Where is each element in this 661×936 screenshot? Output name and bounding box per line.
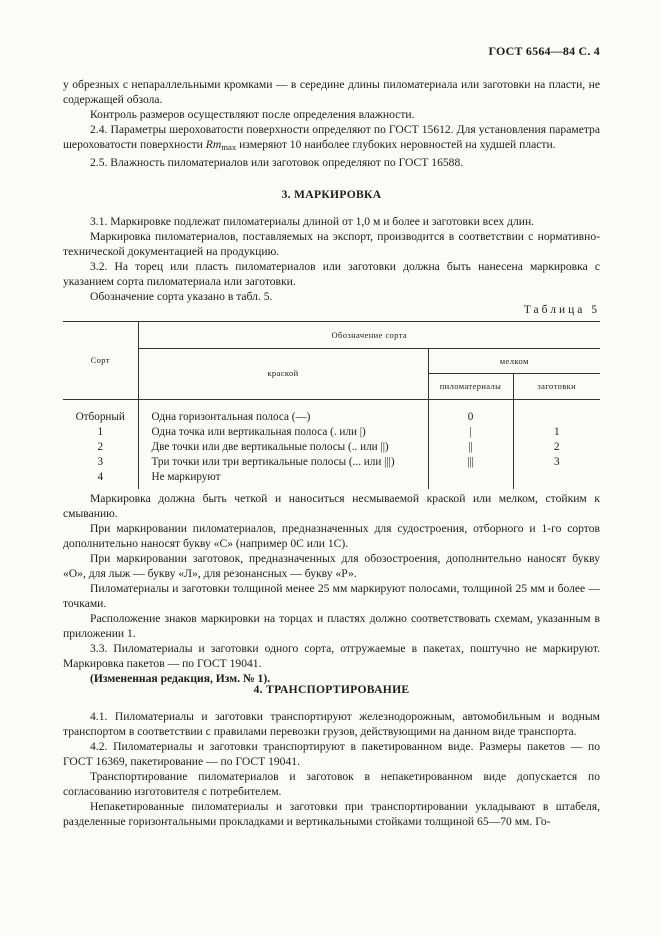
thickness-paragraph: Пиломатериалы и заготовки толщиной менее 25 мм маркируют полосами, толщиной 25 мм и более — точками. bbox=[63, 582, 600, 610]
marking-location-paragraph: Расположение знаков маркировки на торцах и пластях должно соответствовать схемам, указанным в приложении 1. bbox=[63, 612, 600, 640]
cart-building-paragraph: При маркировании заготовок, предназначенных для обозостроения, дополнительно наносят букву «О», для лыж — букву «Л», для резонансных — букву «Р». bbox=[63, 552, 600, 580]
section-4-block bbox=[63, 709, 600, 829]
row-blanks-cell bbox=[513, 470, 600, 485]
header-blanks: заготовки bbox=[537, 381, 577, 391]
table-5-caption-wrap bbox=[63, 303, 600, 318]
table-5-body bbox=[63, 400, 600, 489]
row-sort-cell: 3 bbox=[63, 455, 138, 470]
row-blanks-cell: 2 bbox=[553, 440, 560, 453]
table-row bbox=[63, 455, 600, 470]
row-blanks-cell: 3 bbox=[553, 455, 560, 468]
section-4-title-wrap bbox=[63, 682, 600, 697]
section-3-title-wrap bbox=[63, 187, 600, 202]
row-paint-cell: Одна горизонтальная полоса (—) bbox=[138, 400, 428, 425]
row-paint-cell: Две точки или две вертикальные полосы (.. или ||) bbox=[138, 440, 428, 455]
clause-3-3: 3.3. Пиломатериалы и заготовки одного сорта, отгружаемые в пакетах, поштучно не маркируют. Маркировка пакетов — по ГОСТ 19041. bbox=[63, 642, 600, 670]
row-lumber-cell: 0 bbox=[428, 400, 513, 425]
row-lumber-cell: | bbox=[428, 425, 513, 440]
page-header: ГОСТ 6564—84 С. 4 bbox=[488, 44, 600, 58]
clause-2-5: 2.5. Влажность пиломатериалов или заготовок определяют по ГОСТ 16588. bbox=[90, 156, 464, 169]
table-5-wrap bbox=[63, 321, 600, 489]
row-lumber-cell bbox=[428, 470, 513, 485]
section-3-block bbox=[63, 214, 600, 304]
rm-symbol: Rm bbox=[205, 138, 222, 151]
row-lumber-cell: ||| bbox=[428, 455, 513, 470]
header-sort: Сорт bbox=[63, 322, 138, 400]
table-bottom-spacer bbox=[63, 485, 600, 489]
stacking-paragraph: Непакетированные пиломатериалы и заготовки при транспортировании укладывают в штабеля, разделенные горизонтальными прокладками и вертикальными стойками толщиной 65—70 мм. Го- bbox=[63, 800, 600, 828]
section-4-title: 4. ТРАНСПОРТИРОВАНИЕ bbox=[253, 683, 410, 696]
clause-3-2: 3.2. На торец или пласть пиломатериалов или заготовки должна быть нанесена маркировка с указанием сорта пиломатериала или заготовки. bbox=[63, 260, 600, 288]
header-designation: Обозначение сорта bbox=[138, 322, 600, 349]
export-marking-paragraph: Маркировка пиломатериалов, поставляемых на экспорт, производится в соответствии с нормативно-технической документацией на продукцию. bbox=[63, 230, 600, 258]
table-row bbox=[63, 440, 600, 455]
row-blanks-cell bbox=[513, 400, 600, 425]
intro-paragraph-1: у обрезных с непараллельными кромками — в середине длины пиломатериала или заготовки на пласти, не содержащей обзола. bbox=[63, 78, 600, 106]
table-reference-paragraph: Обозначение сорта указано в табл. 5. bbox=[90, 290, 273, 303]
row-sort-cell: 1 bbox=[63, 425, 138, 440]
rm-subscript: max bbox=[221, 142, 237, 152]
table-row bbox=[63, 425, 600, 440]
intro-block bbox=[63, 77, 600, 170]
section-3-title: 3. МАРКИРОВКА bbox=[281, 188, 382, 201]
unpacked-transport-paragraph: Транспортирование пиломатериалов и заготовок в непакетированном виде допускается по согласованию изготовителя с потребителем. bbox=[63, 770, 600, 798]
clause-2-4-text-b: измеряют 10 наиболее глубоких неровностей на худшей пласти. bbox=[236, 138, 556, 151]
header-chalk: мелком bbox=[428, 349, 600, 374]
row-sort-cell: Отборный bbox=[63, 400, 138, 425]
table-5-caption: Таблица 5 bbox=[523, 304, 600, 316]
row-sort-cell: 2 bbox=[63, 440, 138, 455]
row-lumber-cell: || bbox=[428, 440, 513, 455]
amendment-note: (Измененная редакция, Изм. № 1). bbox=[90, 672, 271, 685]
clause-4-1: 4.1. Пиломатериалы и заготовки транспортируют железнодорожным, автомобильным и водным транспортом в соответствии с правилами перевозки грузов, действующими на данном виде транспорта. bbox=[63, 710, 600, 738]
row-paint-cell: Три точки или три вертикальные полосы (... или |||) bbox=[138, 455, 428, 470]
row-paint-cell: Не маркируют bbox=[138, 470, 428, 485]
after-table-block bbox=[63, 491, 600, 686]
intro-paragraph-2: Контроль размеров осуществляют после определения влажности. bbox=[90, 108, 415, 121]
clause-2-4-text-a: 2.4. Параметры шероховатости поверхности определяют по ГОСТ 15612. Для установления параметра шероховатости поверхности bbox=[63, 123, 600, 151]
row-paint-cell: Одна точка или вертикальная полоса (. или |) bbox=[138, 425, 428, 440]
header-paint: краской bbox=[138, 349, 428, 400]
shipbuilding-paragraph: При маркировании пиломатериалов, предназначенных для судостроения, отборного и 1-го сортов дополнительно наносят букву «С» (например 0С или 1С). bbox=[63, 522, 600, 550]
table-5 bbox=[63, 321, 600, 489]
row-blanks-cell: 1 bbox=[553, 425, 560, 438]
header-lumber: пиломатериалы bbox=[428, 374, 513, 400]
marking-quality-paragraph: Маркировка должна быть четкой и наноситься несмываемой краской или мелком, стойким к смыванию. bbox=[63, 492, 600, 520]
clause-4-2: 4.2. Пиломатериалы и заготовки транспортируют в пакетированном виде. Размеры пакетов — по ГОСТ 16369, пакетирование — по ГОСТ 19041. bbox=[63, 740, 600, 768]
clause-2-4 bbox=[63, 122, 600, 155]
table-row bbox=[63, 400, 600, 425]
row-sort-cell: 4 bbox=[63, 470, 138, 485]
clause-3-1: 3.1. Маркировке подлежат пиломатериалы длиной от 1,0 м и более и заготовки всех длин. bbox=[90, 215, 535, 228]
table-row bbox=[63, 470, 600, 485]
